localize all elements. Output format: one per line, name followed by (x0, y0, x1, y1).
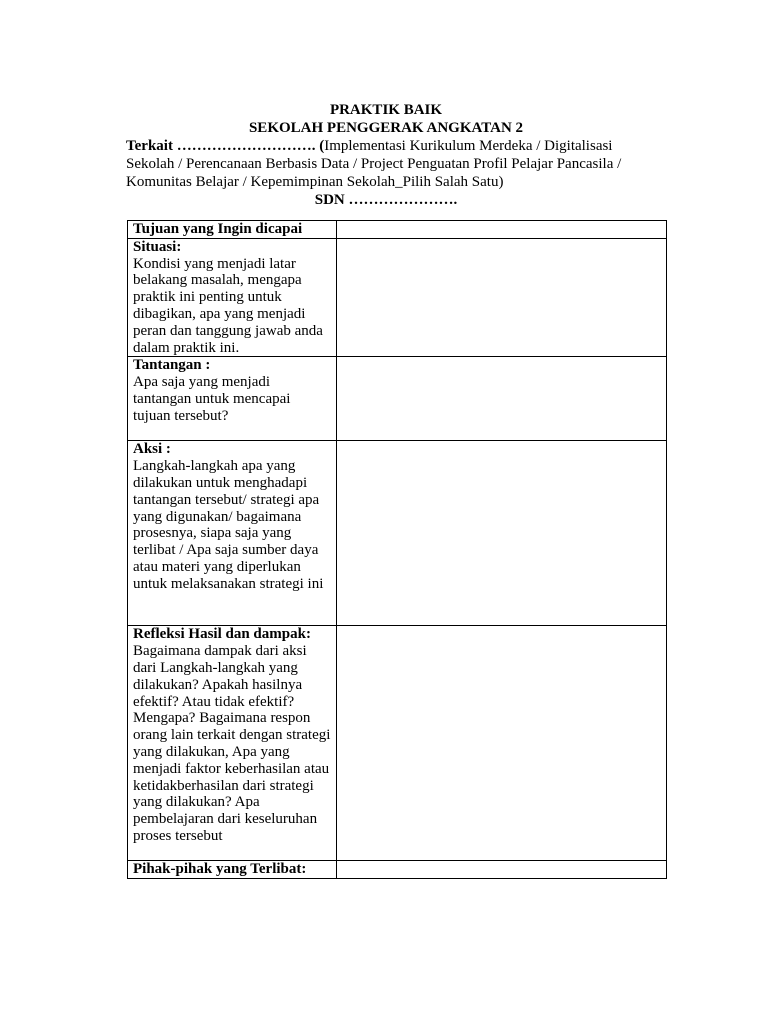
row-title: Refleksi Hasil dan dampak: (133, 626, 311, 643)
table-row (128, 221, 667, 239)
answer-cell-pihak[interactable] (337, 861, 667, 879)
row-title: Tantangan : (133, 357, 211, 374)
answer-cell-tantangan[interactable] (337, 357, 667, 441)
practice-table (127, 220, 667, 879)
row-label-cell (128, 238, 337, 357)
row-description: Apa saja yang menjadi tantangan untuk mencapai tujuan tersebut? (133, 374, 291, 424)
sdn-line: SDN …………………. (314, 192, 458, 208)
answer-cell-aksi[interactable] (337, 441, 667, 626)
answer-cell-tujuan[interactable] (337, 221, 667, 239)
document-header (126, 101, 646, 209)
table-row (128, 238, 667, 357)
row-title: Tujuan yang Ingin dicapai (133, 221, 303, 237)
answer-cell-situasi[interactable] (337, 238, 667, 357)
row-label-cell (128, 221, 337, 239)
row-description: Langkah-langkah apa yang dilakukan untuk menghadapi tantangan tersebut/ strategi apa yang digunakan/ bagaimana prosesnya, siapa saja yang terlibat / Apa saja sumber daya atau materi yang diperlukan untuk melaksanakan strategi ini (133, 458, 324, 592)
table-row (128, 861, 667, 879)
terkait-options: Implementasi Kurikulum Merdeka / Digitalisasi Sekolah / Perencanaan Berbasis Data / Project Penguatan Profil Pelajar Pancasila / Komunitas Belajar / Kepemimpinan Sekolah_Pilih Salah Satu) (126, 138, 622, 190)
row-label-cell (128, 861, 337, 879)
answer-cell-refleksi[interactable] (337, 626, 667, 861)
table-row (128, 357, 667, 441)
table-row (128, 626, 667, 861)
row-label-cell (128, 441, 337, 626)
row-label-cell (128, 357, 337, 441)
document-subtitle: SEKOLAH PENGGERAK ANGKATAN 2 (248, 120, 524, 136)
row-title: Aksi : (133, 441, 171, 458)
row-description: Bagaimana dampak dari aksi dari Langkah-langkah yang dilakukan? Apakah hasilnya efektif? Atau tidak efektif? Mengapa? Bagaimana respon orang lain terkait dengan strategi yang dilakukan, Apa yang menjadi faktor keberhasilan atau ketidakberhasilan dari strategi yang dilakukan? Apa pembelajaran dari keseluruhan proses tersebut (133, 643, 331, 844)
table-row (128, 441, 667, 626)
document-title: PRAKTIK BAIK (329, 102, 443, 118)
row-title: Situasi: (133, 238, 182, 255)
row-label-cell (128, 626, 337, 861)
row-description: Kondisi yang menjadi latar belakang masalah, mengapa praktik ini penting untuk dibagikan, apa yang menjadi peran dan tanggung jawab anda dalam praktik ini. (133, 255, 323, 356)
terkait-paragraph (126, 137, 646, 191)
row-title: Pihak-pihak yang Terlibat: (133, 861, 307, 878)
terkait-label: Terkait ………………………. ( (126, 138, 325, 154)
